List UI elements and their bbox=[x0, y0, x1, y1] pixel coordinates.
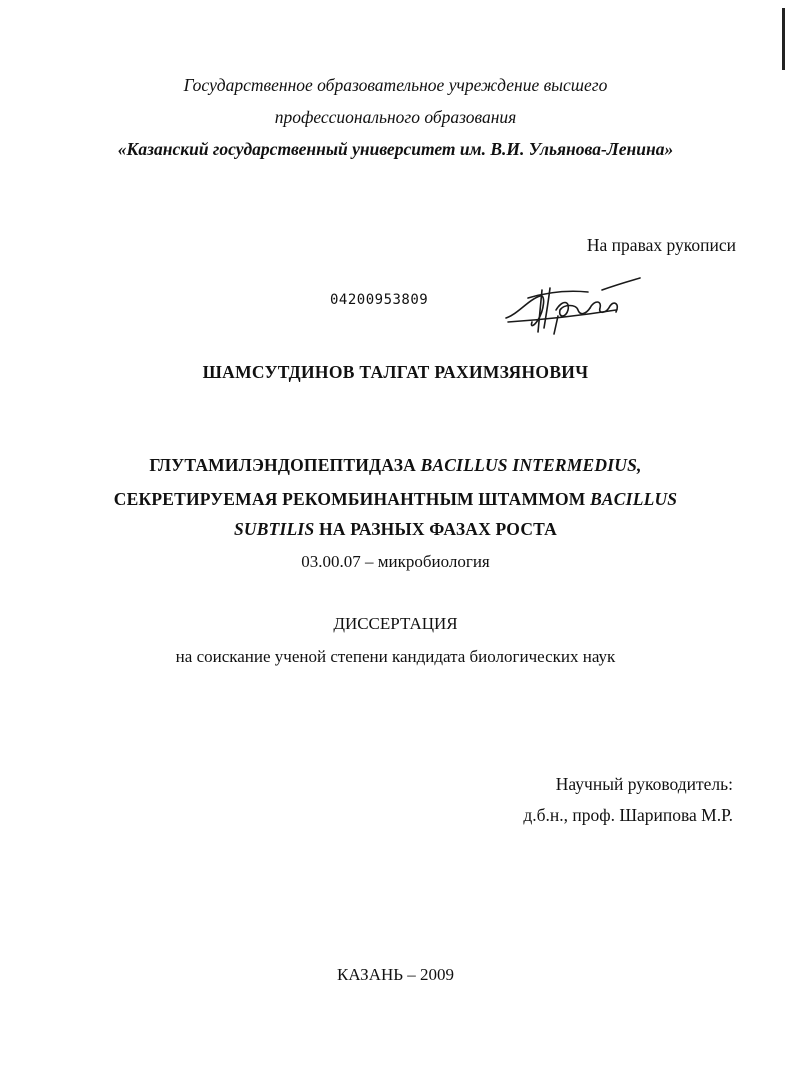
institution-line-2: профессионального образования bbox=[274, 107, 517, 127]
institution-line-3: «Казанский государственный университет им. В.И. Ульянова-Ленина» bbox=[117, 139, 674, 159]
registration-code: 04200953809 bbox=[330, 292, 429, 308]
document-type: ДИССЕРТАЦИЯ bbox=[333, 614, 458, 633]
scan-edge-mark bbox=[782, 8, 785, 70]
dissertation-title-line-3 bbox=[0, 519, 791, 540]
title-line-1-italic: BACILLUS INTERMEDIUS, bbox=[420, 455, 642, 475]
title-line-3-italic: SUBTILIS bbox=[234, 519, 315, 539]
title-line-2-text: СЕКРЕТИРУЕМАЯ РЕКОМБИНАНТНЫМ ШТАММОМ bbox=[113, 489, 591, 509]
handwritten-signature bbox=[498, 270, 648, 342]
dissertation-title-line-2 bbox=[0, 489, 791, 510]
title-line-1-text: ГЛУТАМИЛЭНДОПЕПТИДАЗА bbox=[149, 455, 421, 475]
supervisor-name: д.б.н., проф. Шарипова М.Р. bbox=[523, 805, 733, 825]
author-name: ШАМСУТДИНОВ ТАЛГАТ РАХИМЗЯНОВИЧ bbox=[202, 362, 589, 382]
degree-description: на соискание ученой степени кандидата биологических наук bbox=[175, 647, 616, 666]
institution-line-1: Государственное образовательное учреждение высшего bbox=[183, 75, 608, 95]
supervisor-label: Научный руководитель: bbox=[555, 774, 733, 794]
city-year: КАЗАНЬ – 2009 bbox=[336, 965, 455, 984]
title-line-2-italic: BACILLUS bbox=[590, 489, 678, 509]
manuscript-note: На правах рукописи bbox=[586, 235, 736, 255]
dissertation-title-line-1 bbox=[0, 455, 791, 476]
title-line-3-text: НА РАЗНЫХ ФАЗАХ РОСТА bbox=[314, 519, 557, 539]
specialty-code: 03.00.07 – микробиология bbox=[301, 552, 490, 571]
